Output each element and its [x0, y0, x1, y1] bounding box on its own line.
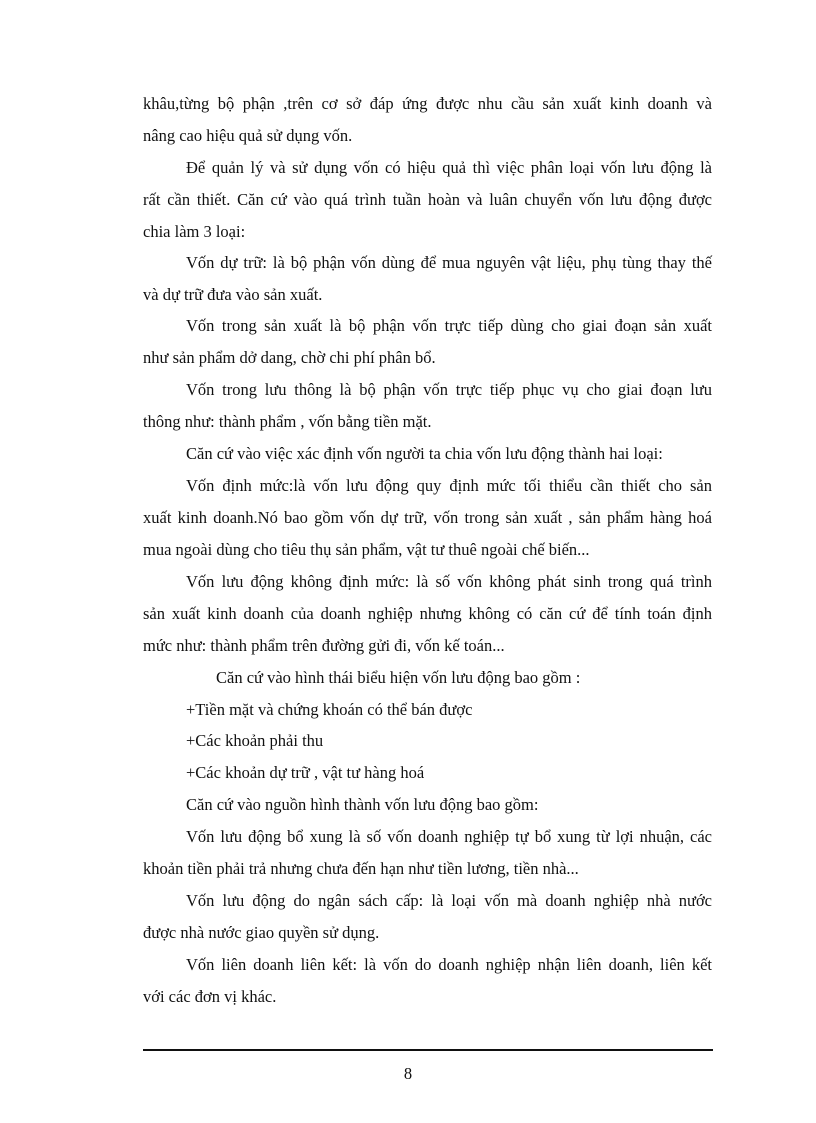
text-line: được nhà nước giao quyền sử dụng. [143, 923, 380, 942]
paragraph-first-line: Vốn liên doanh liên kết: là vốn do doanh nghiệp nhận liên doanh, liên kết [186, 955, 712, 974]
paragraph-first-line: Vốn lưu động bổ xung là số vốn doanh nghiệp tự bổ xung từ lợi nhuận, các [186, 827, 712, 846]
text-line: rất cần thiết. Căn cứ vào quá trình tuần hoàn và luân chuyển vốn lưu động được [143, 190, 712, 209]
paragraph-first-line: Để quản lý và sử dụng vốn có hiệu quả thì việc phân loại vốn lưu động là [186, 158, 712, 177]
text-line: khâu,từng bộ phận ,trên cơ sở đáp ứng được nhu cầu sản xuất kinh doanh và [143, 94, 712, 113]
text-line: mức như: thành phẩm trên đường gửi đi, vốn kế toán... [143, 636, 505, 655]
text-line: với các đơn vị khác. [143, 987, 277, 1006]
list-item: +Tiền mặt và chứng khoán có thể bán được [186, 700, 473, 719]
paragraph-first-line: Vốn lưu động không định mức: là số vốn không phát sinh trong quá trình [186, 572, 712, 591]
paragraph-first-line: Vốn định mức:là vốn lưu động quy định mức tối thiểu cần thiết cho sản [186, 476, 712, 495]
paragraph-first-line: Vốn lưu động do ngân sách cấp: là loại vốn mà doanh nghiệp nhà nước [186, 891, 712, 910]
text-line: sản xuất kinh doanh của doanh nghiệp nhưng không có căn cứ để tính toán định [143, 604, 712, 623]
text-line: như sản phẩm dở dang, chờ chi phí phân bổ. [143, 348, 436, 367]
text-line: mua ngoài dùng cho tiêu thụ sản phẩm, vật tư thuê ngoài chế biến... [143, 540, 590, 559]
paragraph-first-line: Vốn trong lưu thông là bộ phận vốn trực tiếp phục vụ cho giai đoạn lưu [186, 380, 712, 399]
paragraph-single-line: Căn cứ vào việc xác định vốn người ta chia vốn lưu động thành hai loại: [186, 444, 663, 463]
footer-rule [143, 1049, 713, 1051]
paragraph-first-line: Vốn trong sản xuất là bộ phận vốn trực tiếp dùng cho giai đoạn sản xuất [186, 316, 712, 335]
text-line: chia làm 3 loại: [143, 222, 246, 241]
text-line: khoản tiền phải trả nhưng chưa đến hạn như tiền lương, tiền nhà... [143, 859, 579, 878]
paragraph-single-line: Căn cứ vào nguồn hình thành vốn lưu động bao gồm: [186, 795, 539, 814]
text-line: và dự trữ đưa vào sản xuất. [143, 285, 323, 304]
page-number: 8 [403, 1064, 413, 1083]
text-line: thông như: thành phẩm , vốn bằng tiền mặt. [143, 412, 432, 431]
text-line: xuất kinh doanh.Nó bao gồm vốn dự trữ, vốn trong sản xuất , sản phẩm hàng hoá [143, 508, 712, 527]
text-line: nâng cao hiệu quả sử dụng vốn. [143, 126, 353, 145]
paragraph-first-line: Vốn dự trữ: là bộ phận vốn dùng để mua nguyên vật liệu, phụ tùng thay thế [186, 253, 712, 272]
list-item: +Các khoản dự trữ , vật tư hàng hoá [186, 763, 425, 782]
list-item: +Các khoản phải thu [186, 731, 324, 750]
paragraph-single-line: Căn cứ vào hình thái biểu hiện vốn lưu động bao gồm : [216, 668, 581, 687]
